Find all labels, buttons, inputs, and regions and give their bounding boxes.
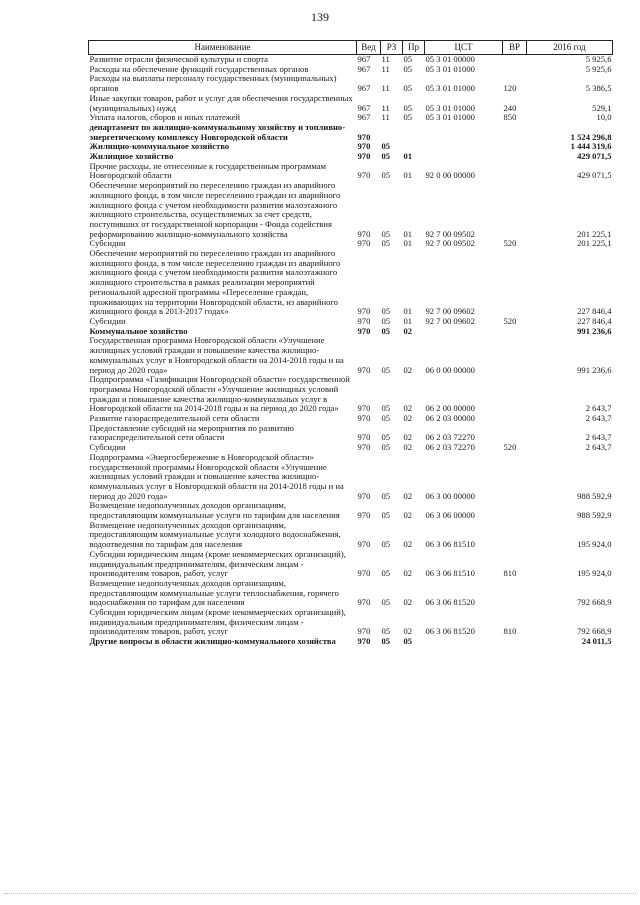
- row-rz-cell: 05: [381, 228, 391, 239]
- row-name-cell: Субсидии: [89, 442, 126, 453]
- row-ved-cell: 967: [357, 83, 371, 94]
- row-amount-cell: 988 592,9: [577, 490, 612, 501]
- row-pr-cell: 02: [403, 490, 413, 501]
- row-pr-cell: 05: [403, 636, 413, 647]
- row-cst-cell: 06 3 06 81520: [425, 597, 475, 608]
- row-pr-cell: 05: [403, 102, 413, 113]
- table-row: [89, 181, 613, 239]
- row-rz-cell: 05: [381, 432, 391, 443]
- header-year: 2016 год: [527, 41, 613, 55]
- row-vr-cell: [503, 181, 527, 239]
- row-cst-cell: 92 7 00 09602: [425, 315, 475, 326]
- row-ved-cell: 970: [357, 539, 371, 550]
- row-cst-cell: [425, 123, 503, 142]
- row-amount-cell: 227 846,4: [577, 315, 612, 326]
- row-ved-cell: 967: [357, 63, 371, 74]
- table-row: [89, 162, 613, 181]
- row-amount-cell: 2 643,7: [585, 403, 612, 414]
- row-ved-cell: 970: [357, 510, 371, 521]
- row-vr-cell: [503, 55, 527, 65]
- row-name-cell: Субсидии юридическим лицам (кроме некоммерческих организаций), индивидуальным предпринимателям, физическим лицам - производителям товаров, работ, услуг: [89, 548, 346, 579]
- row-amount-cell: 5 925,6: [585, 54, 612, 64]
- row-pr-cell: 02: [403, 325, 413, 336]
- row-cst-cell: 06 2 03 72270: [425, 442, 475, 453]
- row-name-cell: Расходы на обеспечение функций государственных органов: [89, 63, 309, 74]
- row-vr-cell: [503, 424, 527, 443]
- row-rz-cell: 05: [381, 364, 391, 375]
- row-vr-cell: 120: [503, 83, 517, 94]
- row-amount-cell: 1 524 296,8: [570, 131, 612, 142]
- row-cst-cell: 06 3 06 81510: [425, 568, 475, 579]
- row-vr-cell: [503, 65, 527, 75]
- row-ved-cell: 970: [357, 228, 371, 239]
- row-pr-cell: 02: [403, 568, 413, 579]
- row-rz-cell: 05: [381, 597, 391, 608]
- table-row: [89, 608, 613, 637]
- row-name-cell: Возмещение недополученных доходов организациям, предоставляющим коммунальные услуги по тарифам для населения: [89, 500, 340, 521]
- row-amount-cell: 1 444 319,6: [570, 141, 612, 152]
- row-pr-cell: 05: [403, 112, 413, 123]
- row-amount-cell: 195 924,0: [577, 539, 612, 550]
- table-row: [89, 375, 613, 414]
- row-amount-cell: 991 236,6: [577, 325, 612, 336]
- table-row: [89, 550, 613, 579]
- row-pr-cell: 01: [403, 228, 413, 239]
- row-cst-cell: 06 3 06 81520: [425, 626, 475, 637]
- table-row: [89, 249, 613, 317]
- row-amount-cell: 792 668,9: [577, 597, 612, 608]
- row-vr-cell: 240: [503, 102, 517, 113]
- row-amount-cell: 201 225,1: [577, 238, 612, 249]
- row-ved-cell: 970: [357, 432, 371, 443]
- row-pr-cell: 02: [403, 539, 413, 550]
- row-ved-cell: 970: [357, 364, 371, 375]
- header-rz: РЗ: [381, 41, 403, 55]
- row-cst-cell: 05 3 01 01000: [425, 102, 475, 113]
- row-amount-cell: 227 846,4: [577, 306, 612, 317]
- row-rz-cell: [381, 123, 403, 142]
- row-ved-cell: 970: [357, 238, 371, 249]
- row-name-cell: Другие вопросы в области жилищно-коммунального хозяйства: [89, 636, 336, 647]
- row-pr-cell: 02: [403, 432, 413, 443]
- row-rz-cell: 05: [381, 510, 391, 521]
- row-ved-cell: 970: [357, 568, 371, 579]
- row-pr-cell: 05: [403, 83, 413, 94]
- row-rz-cell: 05: [381, 539, 391, 550]
- row-ved-cell: 967: [357, 102, 371, 113]
- row-pr-cell: 02: [403, 597, 413, 608]
- row-rz-cell: 11: [381, 102, 390, 113]
- row-rz-cell: 05: [381, 636, 391, 647]
- row-rz-cell: 11: [381, 63, 390, 74]
- row-name-cell: Обеспечение мероприятий по переселению граждан из аварийного жилищного фонда, в том числе переселению граждан из аварийного жилищного фонда с учетом необходимости развития малоэтажного жилищного строительства в рамках реализации мероприятий региональной адресной программы «Переселение граждан, проживающих на территории Новгородской области, из аварийного жилищного фонда в 2013-2017 годах»: [89, 248, 341, 317]
- row-ved-cell: 970: [357, 325, 371, 336]
- row-ved-cell: 970: [357, 403, 371, 414]
- row-rz-cell: 11: [381, 112, 390, 123]
- row-cst-cell: 92 7 00 09502: [425, 238, 475, 249]
- row-cst-cell: 92 7 00 09502: [425, 228, 475, 239]
- row-cst-cell: 05 3 01 01000: [425, 63, 475, 74]
- row-rz-cell: 05: [381, 170, 391, 181]
- row-cst-cell: 06 3 06 81510: [425, 539, 475, 550]
- row-ved-cell: 970: [357, 131, 371, 142]
- budget-table: [88, 40, 613, 647]
- row-cst-cell: 06 0 00 00000: [425, 364, 475, 375]
- row-name-cell: Субсидии: [89, 238, 126, 249]
- row-ved-cell: 970: [357, 490, 371, 501]
- row-cst-cell: 05 3 01 01000: [425, 112, 475, 123]
- table-body: [89, 55, 613, 647]
- row-cst-cell: 06 3 06 00000: [425, 510, 475, 521]
- table-header-row: [89, 41, 613, 55]
- row-cst-cell: 06 2 03 00000: [425, 413, 475, 424]
- row-vr-cell: 520: [503, 442, 517, 453]
- row-name-cell: Возмещение недополученных доходов организациям, предоставляющим коммунальные услуги теплоснабжения, горячего водоснабжения по тарифам для населения: [89, 577, 339, 608]
- row-cst-cell: 06 2 03 72270: [425, 432, 475, 443]
- row-rz-cell: 05: [381, 141, 391, 152]
- row-vr-cell: [503, 579, 527, 608]
- row-vr-cell: 850: [503, 112, 517, 123]
- row-pr-cell: 02: [403, 413, 413, 424]
- row-pr-cell: 01: [403, 315, 413, 326]
- row-name-cell: Иные закупки товаров, работ и услуг для обеспечения государственных (муниципальных) нужд: [89, 92, 353, 113]
- row-pr-cell: 01: [403, 306, 413, 317]
- row-name-cell: Возмещение недополученных доходов организациям, предоставляющим коммунальные услуги холодного водоснабжения, водоотведения по тарифам для населения: [89, 519, 341, 550]
- row-amount-cell: 10,0: [596, 112, 612, 123]
- row-name-cell: Субсидии юридическим лицам (кроме некоммерческих организаций), индивидуальным предпринимателям, физическим лицам - производителям товаров, работ, услуг: [89, 607, 346, 637]
- row-cst-cell: 92 7 00 09602: [425, 306, 475, 317]
- row-ved-cell: 970: [357, 315, 371, 326]
- header-pr: Пр: [403, 41, 425, 55]
- row-amount-cell: 195 924,0: [577, 568, 612, 579]
- row-name-cell: Расходы на выплаты персоналу государственных (муниципальных) органов: [89, 73, 337, 94]
- header-cst: ЦСТ: [425, 41, 503, 55]
- table-row: [89, 424, 613, 443]
- row-pr-cell: 01: [403, 238, 413, 249]
- row-name-cell: Развитие газораспределительной сети области: [89, 413, 260, 424]
- header-vr: ВР: [503, 41, 527, 55]
- row-ved-cell: 970: [357, 170, 371, 181]
- row-name-cell: Коммунальное хозяйство: [89, 325, 188, 336]
- row-vr-cell: [503, 327, 527, 337]
- row-vr-cell: [503, 249, 527, 317]
- row-vr-cell: [503, 414, 527, 424]
- row-vr-cell: 810: [503, 568, 517, 579]
- row-rz-cell: 11: [381, 83, 390, 94]
- row-amount-cell: 24 011,5: [581, 636, 612, 647]
- row-cst-cell: [425, 142, 503, 152]
- row-ved-cell: 970: [357, 626, 371, 637]
- table-row: [89, 637, 613, 647]
- row-name-cell: Прочие расходы, не отнесенные к государственным программам Новгородской области: [89, 160, 326, 181]
- row-vr-cell: 520: [503, 315, 517, 326]
- row-amount-cell: 429 071,5: [577, 151, 612, 162]
- row-name-cell: Жилищно-коммунальное хозяйство: [89, 141, 230, 152]
- row-cst-cell: 06 2 00 00000: [425, 403, 475, 414]
- row-pr-cell: 02: [403, 364, 413, 375]
- row-amount-cell: 201 225,1: [577, 228, 612, 239]
- row-pr-cell: 02: [403, 626, 413, 637]
- row-cst-cell: [425, 637, 503, 647]
- row-cst-cell: [425, 327, 503, 337]
- row-amount-cell: 429 071,5: [577, 170, 612, 181]
- row-name-cell: Предоставление субсидий на мероприятия по развитию газораспределительной сети области: [89, 422, 294, 443]
- row-cst-cell: [425, 152, 503, 162]
- row-rz-cell: 05: [381, 315, 391, 326]
- row-name-cell: Подпрограмма «Газификация Новгородской области» государственной программы Новгородской области «Улучшение жилищных условий граждан и повышение качества жилищно-коммунальных услуг в Новгородской области на 2014-2018 годы и на период до 2020 года»: [89, 374, 350, 414]
- row-cst-cell: 92 0 00 00000: [425, 170, 475, 181]
- row-pr-cell: 05: [403, 63, 413, 74]
- row-ved-cell: 970: [357, 413, 371, 424]
- header-ved: Вед: [357, 41, 381, 55]
- row-pr-cell: 02: [403, 442, 413, 453]
- row-rz-cell: 05: [381, 325, 391, 336]
- row-name-cell: Развитие отрасли физической культуры и спорта: [89, 54, 268, 64]
- row-ved-cell: 970: [357, 141, 371, 152]
- footer-divider: [4, 893, 636, 894]
- row-pr-cell: 05: [403, 54, 413, 64]
- row-amount-cell: 2 643,7: [585, 432, 612, 443]
- table-row: [89, 579, 613, 608]
- row-name-cell: Жилищное хозяйство: [89, 151, 174, 162]
- row-rz-cell: 05: [381, 490, 391, 501]
- row-name-cell: Уплата налогов, сборов и иных платежей: [89, 112, 241, 123]
- row-ved-cell: 970: [357, 306, 371, 317]
- table-row: [89, 453, 613, 502]
- row-amount-cell: 5 925,6: [585, 63, 612, 74]
- row-vr-cell: [503, 336, 527, 375]
- row-rz-cell: 05: [381, 151, 391, 162]
- row-vr-cell: [503, 123, 527, 142]
- row-cst-cell: 06 3 00 00000: [425, 490, 475, 501]
- row-rz-cell: 05: [381, 413, 391, 424]
- row-amount-cell: 2 643,7: [585, 442, 612, 453]
- table-row: [89, 336, 613, 375]
- row-rz-cell: 05: [381, 626, 391, 637]
- row-ved-cell: 970: [357, 442, 371, 453]
- row-vr-cell: [503, 375, 527, 414]
- row-pr-cell: 02: [403, 403, 413, 414]
- row-vr-cell: [503, 142, 527, 152]
- row-name-cell: Государственная программа Новгородской области «Улучшение жилищных условий граждан и повышение качества жилищно-коммунальных услуг в Новгородской области на 2014-2018 годы и на период до 2020 года»: [89, 335, 344, 375]
- row-name-cell: Субсидии: [89, 315, 126, 326]
- table-row: [89, 521, 613, 550]
- row-name-cell: Обеспечение мероприятий по переселению граждан из аварийного жилищного фонда, в том числе переселению граждан из аварийного жилищного фонда с учетом необходимости развития малоэтажного жилищного строительства, осуществляемых за счет средств, поступивших от государственной корпорации - Фонда содействия реформированию жилищно-коммунального хозяйства: [89, 180, 341, 239]
- row-rz-cell: 05: [381, 238, 391, 249]
- row-ved-cell: 967: [357, 112, 371, 123]
- page-number: 139: [311, 10, 329, 24]
- table-row: [89, 94, 613, 113]
- row-amount-cell: 991 236,6: [577, 364, 612, 375]
- row-vr-cell: 520: [503, 238, 517, 249]
- row-pr-cell: 01: [403, 170, 413, 181]
- row-ved-cell: 970: [357, 636, 371, 647]
- row-vr-cell: [503, 453, 527, 502]
- row-ved-cell: 970: [357, 597, 371, 608]
- row-ved-cell: 970: [357, 151, 371, 162]
- table-row: [89, 501, 613, 520]
- row-rz-cell: 05: [381, 306, 391, 317]
- row-rz-cell: 05: [381, 442, 391, 453]
- row-vr-cell: [503, 521, 527, 550]
- row-amount-cell: 792 668,9: [577, 626, 612, 637]
- row-vr-cell: [503, 162, 527, 181]
- row-ved-cell: 967: [357, 54, 371, 64]
- row-amount-cell: 988 592,9: [577, 510, 612, 521]
- row-name-cell: Подпрограмма «Энергосбережение в Новгородской области» государственной программы Новгородской области «Улучшение жилищных условий граждан и повышение качества жилищно-коммунальных услуг в Новгородской области на 2014-2018 годы и на период до 2020 года»: [89, 451, 344, 501]
- row-vr-cell: [503, 637, 527, 647]
- table-row: [89, 123, 613, 142]
- header-name: Наименование: [89, 41, 357, 55]
- row-vr-cell: [503, 501, 527, 520]
- row-pr-cell: [403, 123, 425, 142]
- row-pr-cell: 01: [403, 151, 413, 162]
- row-rz-cell: 11: [381, 54, 390, 64]
- row-amount-cell: 5 386,5: [585, 83, 612, 94]
- table-row: [89, 74, 613, 93]
- row-rz-cell: 05: [381, 568, 391, 579]
- row-amount-cell: 529,1: [592, 102, 612, 113]
- row-amount-cell: 2 643,7: [585, 413, 612, 424]
- row-cst-cell: 05 3 01 00000: [425, 54, 475, 64]
- row-pr-cell: 02: [403, 510, 413, 521]
- row-rz-cell: 05: [381, 403, 391, 414]
- row-vr-cell: [503, 152, 527, 162]
- row-vr-cell: 810: [503, 626, 517, 637]
- row-name-cell: департамент по жилищно-коммунальному хозяйству и топливно-энергетическому комплексу Новгородской области: [89, 121, 346, 142]
- row-cst-cell: 05 3 01 01000: [425, 83, 475, 94]
